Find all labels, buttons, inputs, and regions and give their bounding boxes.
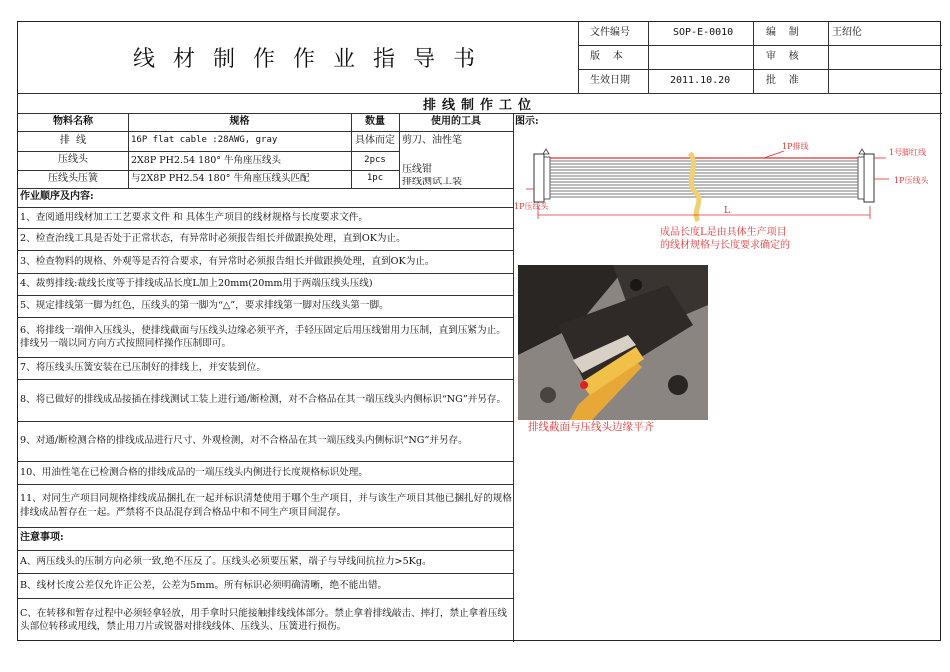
procedure-step: 5、规定排线第一脚为红色，压线头的第一脚为“△”，要求排线第一脚对压线头第一脚。 bbox=[20, 300, 389, 312]
version-label: 版 本 bbox=[590, 50, 623, 62]
procedure-step: 1、查阅通用线材加工工艺要求文件 和 具体生产项目的线材规格与长度要求文件。 bbox=[20, 211, 368, 223]
material-qty: 具体而定 bbox=[355, 134, 395, 146]
material-qty: 2pcs bbox=[364, 154, 386, 165]
material-spec: 2X8P PH2.54 180° 牛角座压线头 bbox=[131, 154, 282, 166]
length-note-line2: 的线材规格与长度要求确定的 bbox=[660, 240, 790, 251]
col-header-spec: 规格 bbox=[229, 115, 250, 127]
note-item: B、线材长度公差仅允许正公差，公差为5mm。所有标识必须明确清晰，绝不能出错。 bbox=[20, 579, 388, 591]
procedure-step: 8、将已做好的排线成品接插在排线测试工装上进行通/断检测，对不合格品在其一端压线头内侧标识“NG”并另存。 bbox=[20, 394, 507, 406]
tool-item: 剪刀、油性笔 bbox=[402, 134, 462, 146]
section-title: 排线制作工位 bbox=[422, 97, 537, 113]
tool-item: 排线测试工装 bbox=[402, 177, 462, 188]
review-value bbox=[832, 45, 932, 69]
photo-caption: 排线截面与压线头边缘平齐 bbox=[528, 421, 654, 434]
author-value: 王绍伦 bbox=[832, 27, 862, 39]
length-mark: L bbox=[724, 206, 730, 216]
material-name: 压线头压簧 bbox=[48, 172, 98, 184]
material-name: 排 线 bbox=[59, 134, 87, 146]
version-value bbox=[658, 45, 748, 69]
work-instruction-sheet bbox=[17, 21, 941, 641]
material-spec: 16P flat cable :28AWG, gray bbox=[131, 135, 278, 146]
document-title: 线材制作作业指导书 bbox=[132, 47, 493, 72]
cable-label: 1P排线 bbox=[782, 142, 809, 151]
procedure-step: 7、将压线头压簧安装在已压制好的排线上，并安装到位。 bbox=[20, 362, 266, 374]
crimping-photo bbox=[518, 265, 708, 420]
notes-title: 注意事项: bbox=[20, 532, 64, 544]
col-header-material: 物料名称 bbox=[53, 115, 93, 127]
note-item: C、在转移和暂存过程中必须轻拿轻放，用手拿时只能接触排线线体部分。禁止拿着排线敲击、摔打，禁止拿着压线头部位转移或甩线，禁止用刀片或锐器对排线线体、压线头、压簧进行损伤。 bbox=[20, 607, 508, 632]
effective-date-label: 生效日期 bbox=[590, 74, 630, 86]
col-header-qty: 数量 bbox=[365, 115, 385, 127]
procedure-step: 4、裁剪排线:裁线长度等于排线成品长度L加上20mm(20mm用于两端压线头压线) bbox=[20, 278, 373, 290]
material-spec: 与2X8P PH2.54 180° 牛角座压线头匹配 bbox=[131, 173, 310, 185]
tool-item: 压线钳 bbox=[402, 163, 432, 175]
author-label: 编 制 bbox=[766, 27, 799, 39]
length-note-line1: 成品长度L是由具体生产项目 bbox=[660, 227, 787, 238]
procedure-step: 11、对同生产项目同规格排线成品捆扎在一起并标识清楚使用于哪个生产项目，并与该生产项目其他已捆扎好的规格排线成品暂存在一起。严禁将不良品混存到合格品中和不同生产项目间混存。 bbox=[20, 493, 512, 518]
effective-date-value: 2011.10.20 bbox=[670, 74, 731, 86]
procedure-step: 3、检查物料的规格、外观等是否符合要求，有异常时必须报告组长并做跟换处理，直到OK为止。 bbox=[20, 255, 435, 267]
approve-label: 批 准 bbox=[766, 74, 799, 86]
material-name: 压线头 bbox=[58, 154, 88, 166]
procedure-step: 9、对通/断检测合格的排线成品进行尺寸、外观检测，对不合格品在其一端压线头内侧标识“NG”并另存。 bbox=[20, 435, 468, 447]
procedure-title: 作业顺序及内容: bbox=[20, 191, 94, 203]
flat-cable-diagram bbox=[514, 131, 942, 266]
procedure-step: 2、检查治线工具是否处于正常状态，有异常时必须报告组长并做跟换处理，直到OK为止。 bbox=[20, 233, 406, 245]
doc-no-label: 文件编号 bbox=[590, 27, 630, 39]
doc-no-value: SOP-E-0010 bbox=[673, 27, 734, 39]
procedure-step: 6、将排线一端伸入压线头，使排线截面与压线头边缘必须平齐，手轻压固定后用压线钳用力压制，直到压紧为止。排线另一端以同方向方式按照同样操作压制即可。 bbox=[20, 324, 506, 349]
left-connector-label: 1P压线头 bbox=[514, 202, 549, 211]
note-item: A、两压线头的压制方向必须一致,绝不压反了。压线头必须要压紧，端子与导线间抗拉力>5Kg。 bbox=[20, 555, 432, 567]
review-label: 审 核 bbox=[766, 50, 799, 62]
right-connector-label: 1P压线头 bbox=[894, 176, 929, 185]
red-wire-label: 1号脚红线 bbox=[889, 148, 927, 157]
col-header-tools: 使用的工具 bbox=[431, 115, 481, 127]
figure-label: 图示: bbox=[515, 115, 539, 127]
material-qty: 1pc bbox=[366, 173, 384, 184]
approve-value bbox=[832, 69, 932, 93]
procedure-step: 10、用油性笔在已检测合格的排线成品的一端压线头内侧进行长度规格标识处理。 bbox=[20, 466, 368, 478]
